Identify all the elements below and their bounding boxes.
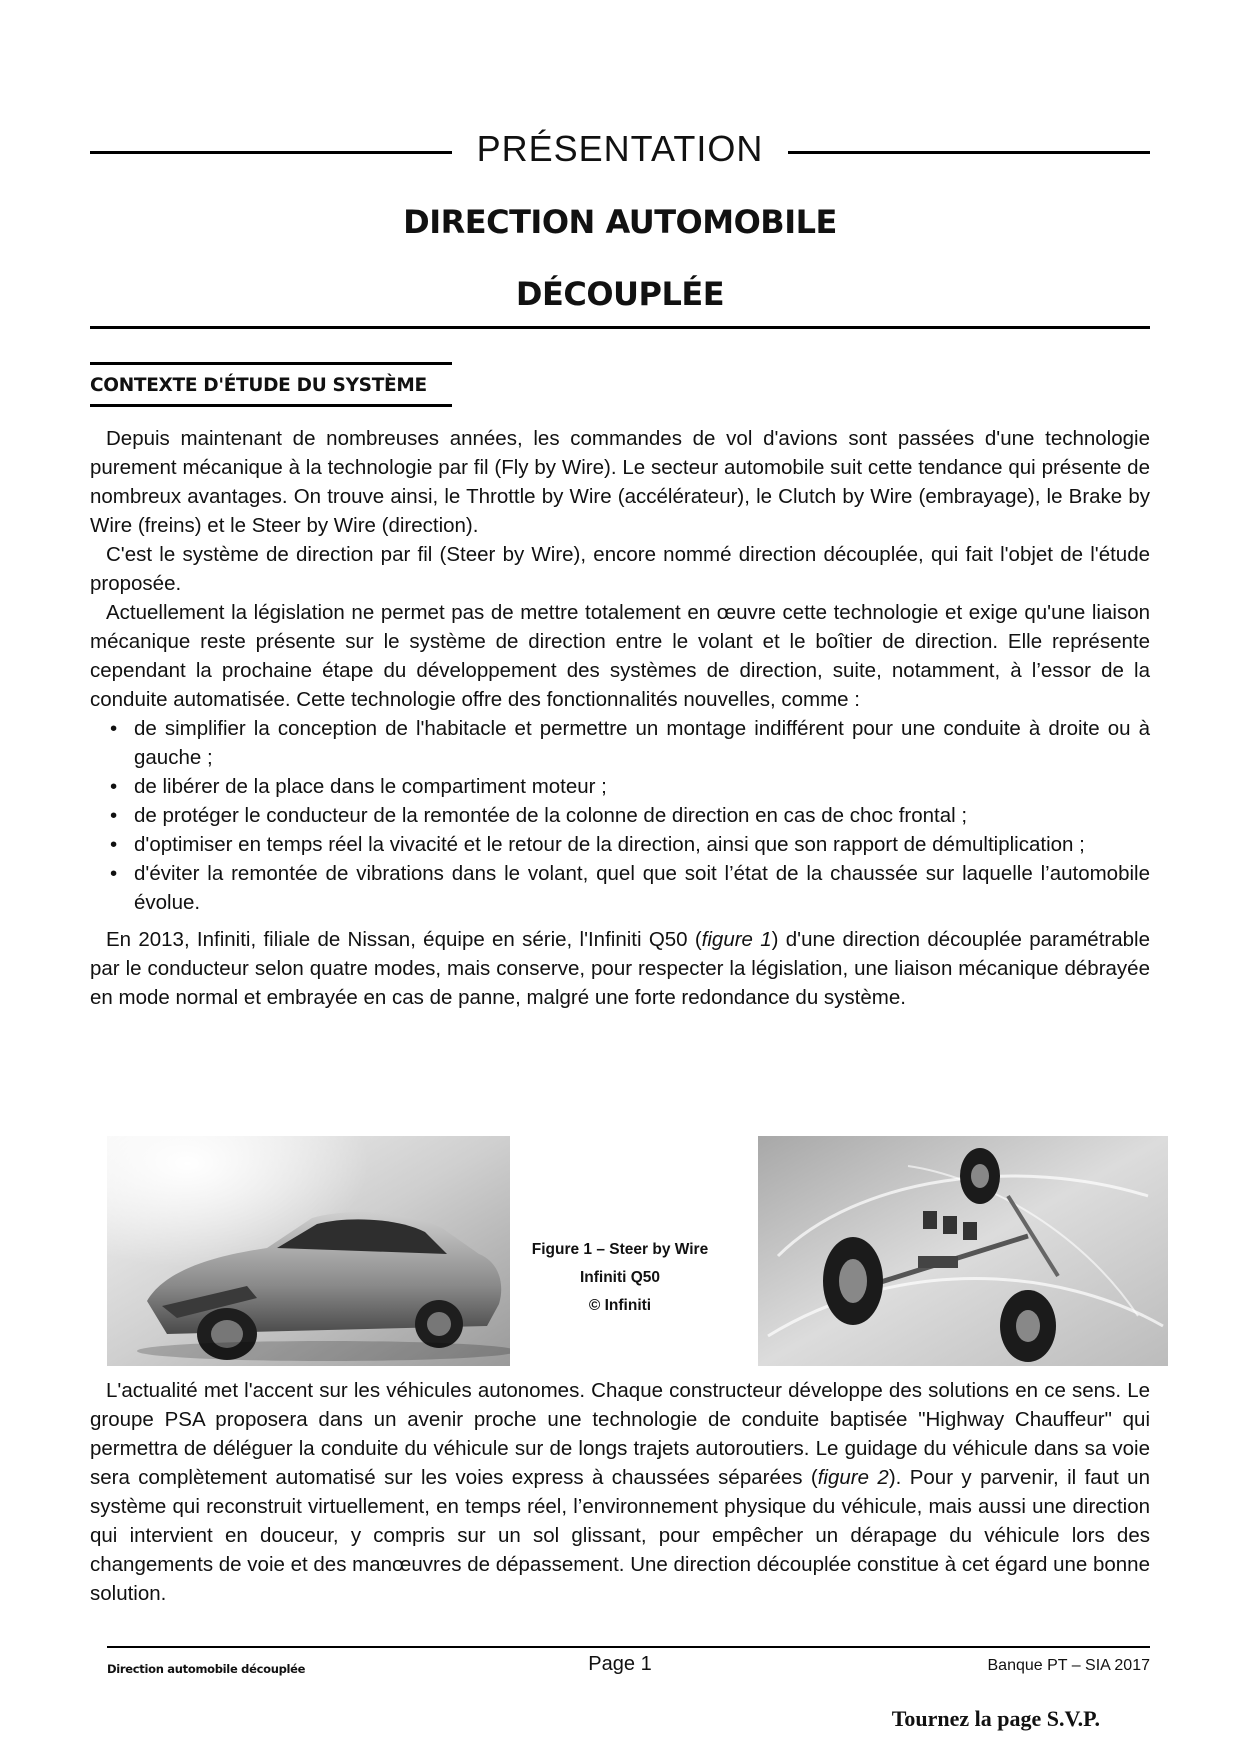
list-item: • de simplifier la conception de l'habitacle et permettre un montage indifférent pour une conduite à droite ou à gauche ; (134, 714, 1150, 772)
list-item: • d'éviter la remontée de vibrations dans le volant, quel que soit l’état de la chaussée sur laquelle l’automobile évolue. (134, 859, 1150, 917)
list-item: • d'optimiser en temps réel la vivacité et le retour de la direction, ainsi que son rapport de démultiplication ; (134, 830, 1150, 859)
body-text-continued (90, 1376, 1150, 1608)
paragraph-2: C'est le système de direction par fil (Steer by Wire), encore nommé direction découplée, qui fait l'objet de l'étude proposée. (90, 543, 1150, 595)
footer-rule (107, 1646, 1150, 1648)
figure-1-chassis-photo (758, 1136, 1168, 1366)
list-item: • de libérer de la place dans le compartiment moteur ; (134, 772, 1150, 801)
presentation-kicker: PRÉSENTATION (0, 128, 1240, 170)
figure-1-car-photo (107, 1136, 510, 1366)
page-number: Page 1 (588, 1653, 652, 1675)
figure-1-caption: Figure 1 – Steer by Wire Infiniti Q50 © Infiniti (531, 1241, 709, 1314)
section-rule-bottom (90, 404, 452, 407)
figure-2-reference: figure 2 (817, 1466, 889, 1489)
footer-document-title: Direction automobile découplée (107, 1662, 306, 1676)
turn-page-notice: Tournez la page S.V.P. (891, 1706, 1100, 1731)
section-heading: CONTEXTE D'ÉTUDE DU SYSTÈME (90, 375, 427, 396)
figure-1-reference: figure 1 (701, 928, 772, 951)
section-rule-top (90, 362, 452, 365)
footer-exam-reference: Banque PT – SIA 2017 (987, 1657, 1150, 1674)
paragraph-1: Depuis maintenant de nombreuses années, les commandes de vol d'avions sont passées d'une technologie purement mécanique à la technologie par fil (Fly by Wire). Le secteur automobile suit cette tendance qui présente de nombreux avantages. On trouve ainsi, le Throttle by Wire (accélérateur), le Clutch by Wire (embrayage), le Brake by Wire (freins) et le Steer by Wire (direction). (90, 427, 1150, 537)
list-item: • de protéger le conducteur de la remontée de la colonne de direction en cas de choc frontal ; (134, 801, 1150, 830)
advantages-list (90, 714, 1150, 917)
paragraph-3: Actuellement la législation ne permet pas de mettre totalement en œuvre cette technologie et exige qu'une liaison mécanique reste présente sur le système de direction entre le volant et le boîtier de direction. Elle représente cependant la prochaine étape du développement des systèmes de direction, suite, notamment, à l’essor de la conduite automatisée. Cette technologie offre des fonctionnalités nouvelles, comme : (90, 601, 1150, 711)
paragraph-4: En 2013, Infiniti, filiale de Nissan, équipe en série, l'Infiniti Q50 (figure 1) d'une direction découplée paramétrable par le conducteur selon quatre modes, mais conserve, pour respecter la législation, une liaison mécanique débrayée en mode normal et embrayée en cas de panne, malgré une forte redondance du système. (90, 928, 1150, 1009)
document-title-line2: DÉCOUPLÉE (515, 275, 725, 313)
title-underline (90, 326, 1150, 329)
document-title-line1: DIRECTION AUTOMOBILE (403, 203, 837, 241)
body-text (90, 424, 1150, 1012)
paragraph-5: L'actualité met l'accent sur les véhicules autonomes. Chaque constructeur développe des solutions en ce sens. Le groupe PSA proposera dans un avenir proche une technologie de conduite baptisée "Highway Chauffeur" qui permettra de déléguer la conduite du véhicule sur de longs trajets autoroutiers. Le guidage du véhicule dans sa voie sera complètement automatisé sur les voies express à chaussées séparées (figure 2). Pour y parvenir, il faut un système qui reconstruit virtuellement, en temps réel, l’environnement physique du véhicule, mais aussi une direction qui intervient en douceur, y compris sur un sol glissant, pour empêcher un dérapage du véhicule lors des changements de voie et des manœuvres de dépassement. Une direction découplée constitue à cet égard une bonne solution. (90, 1379, 1150, 1605)
